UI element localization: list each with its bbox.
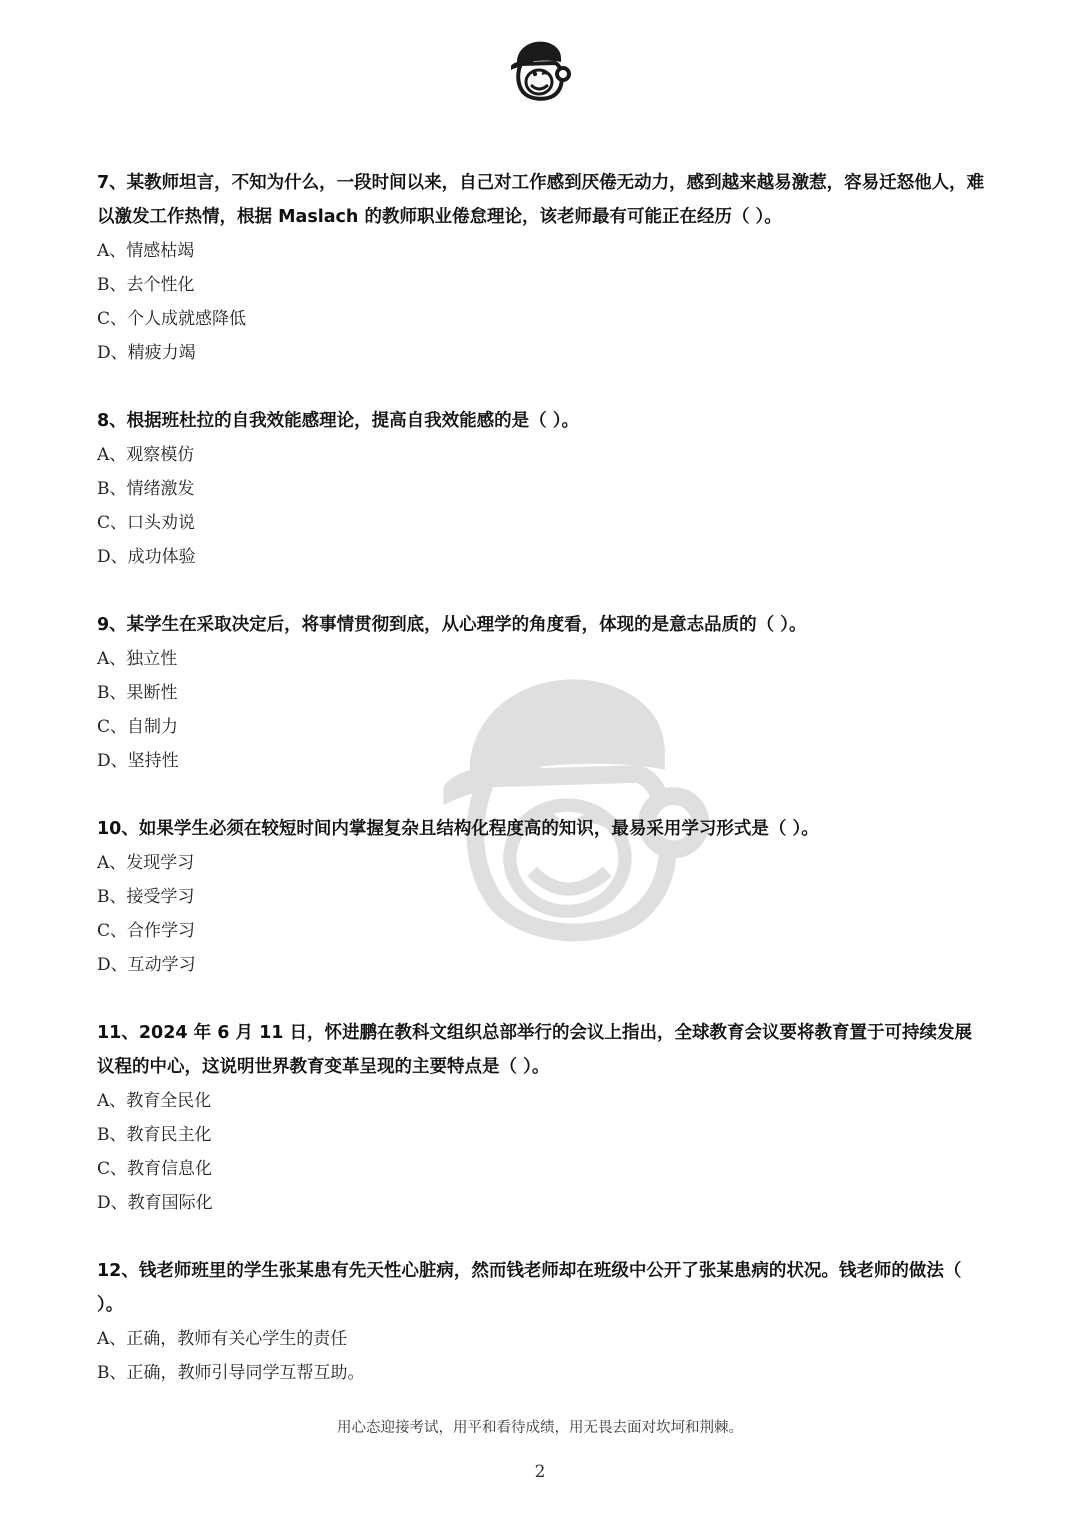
option-c: C、个人成就感降低 — [97, 309, 247, 329]
option-b: B、正确，教师引导同学互帮互助。 — [97, 1363, 365, 1383]
page-number: 2 — [534, 1462, 546, 1482]
question-7 — [97, 166, 987, 370]
option-d: D、教育国际化 — [97, 1193, 213, 1213]
option-d: D、成功体验 — [97, 547, 196, 567]
option-a: A、观察模仿 — [97, 445, 195, 465]
option-b: B、接受学习 — [97, 887, 195, 907]
monkey-mascot-icon — [503, 38, 573, 102]
option-c: C、合作学习 — [97, 921, 196, 941]
option-c: C、口头劝说 — [97, 513, 196, 533]
option-b: B、去个性化 — [97, 275, 195, 295]
option-a: A、教育全民化 — [97, 1091, 212, 1111]
option-c: C、自制力 — [97, 717, 179, 737]
option-c: C、教育信息化 — [97, 1159, 213, 1179]
option-b: B、果断性 — [97, 683, 178, 703]
option-d: D、精疲力竭 — [97, 343, 196, 363]
question-12 — [97, 1254, 987, 1390]
option-d: D、坚持性 — [97, 751, 179, 771]
question-stem: 10、如果学生必须在较短时间内掌握复杂且结构化程度高的知识，最易采用学习形式是（ ）。 — [97, 819, 819, 839]
question-stem: 11、2024 年 6 月 11 日，怀进鹏在教科文组织总部举行的会议上指出，全球教育会议要将教育置于可持续发展议程的中心，这说明世界教育变革呈现的主要特点是（ ）。 — [97, 1023, 973, 1077]
question-10 — [97, 812, 987, 982]
question-9 — [97, 608, 987, 778]
option-a: A、独立性 — [97, 649, 178, 669]
question-stem: 7、某教师坦言，不知为什么，一段时间以来，自己对工作感到厌倦无动力，感到越来越易激惹，容易迁怒他人，难以激发工作热情，根据 Maslach 的教师职业倦怠理论，该老师最有可能正在经历（ ）。 — [97, 173, 985, 227]
option-b: B、情绪激发 — [97, 479, 195, 499]
question-stem: 12、钱老师班里的学生张某患有先天性心脏病，然而钱老师却在班级中公开了张某患病的状况。钱老师的做法（ ）。 — [97, 1261, 962, 1315]
footer-motto: 用心态迎接考试，用平和看待成绩，用无畏去面对坎坷和荆棘。 — [337, 1420, 743, 1436]
option-b: B、教育民主化 — [97, 1125, 212, 1145]
question-stem: 8、根据班杜拉的自我效能感理论，提高自我效能感的是（ ）。 — [97, 411, 580, 431]
question-stem: 9、某学生在采取决定后，将事情贯彻到底，从心理学的角度看，体现的是意志品质的（ ）。 — [97, 615, 807, 635]
option-a: A、发现学习 — [97, 853, 195, 873]
question-list — [97, 166, 987, 1424]
option-d: D、互动学习 — [97, 955, 196, 975]
question-11 — [97, 1016, 987, 1220]
question-8 — [97, 404, 987, 574]
option-a: A、正确，教师有关心学生的责任 — [97, 1329, 348, 1349]
option-a: A、情感枯竭 — [97, 241, 195, 261]
